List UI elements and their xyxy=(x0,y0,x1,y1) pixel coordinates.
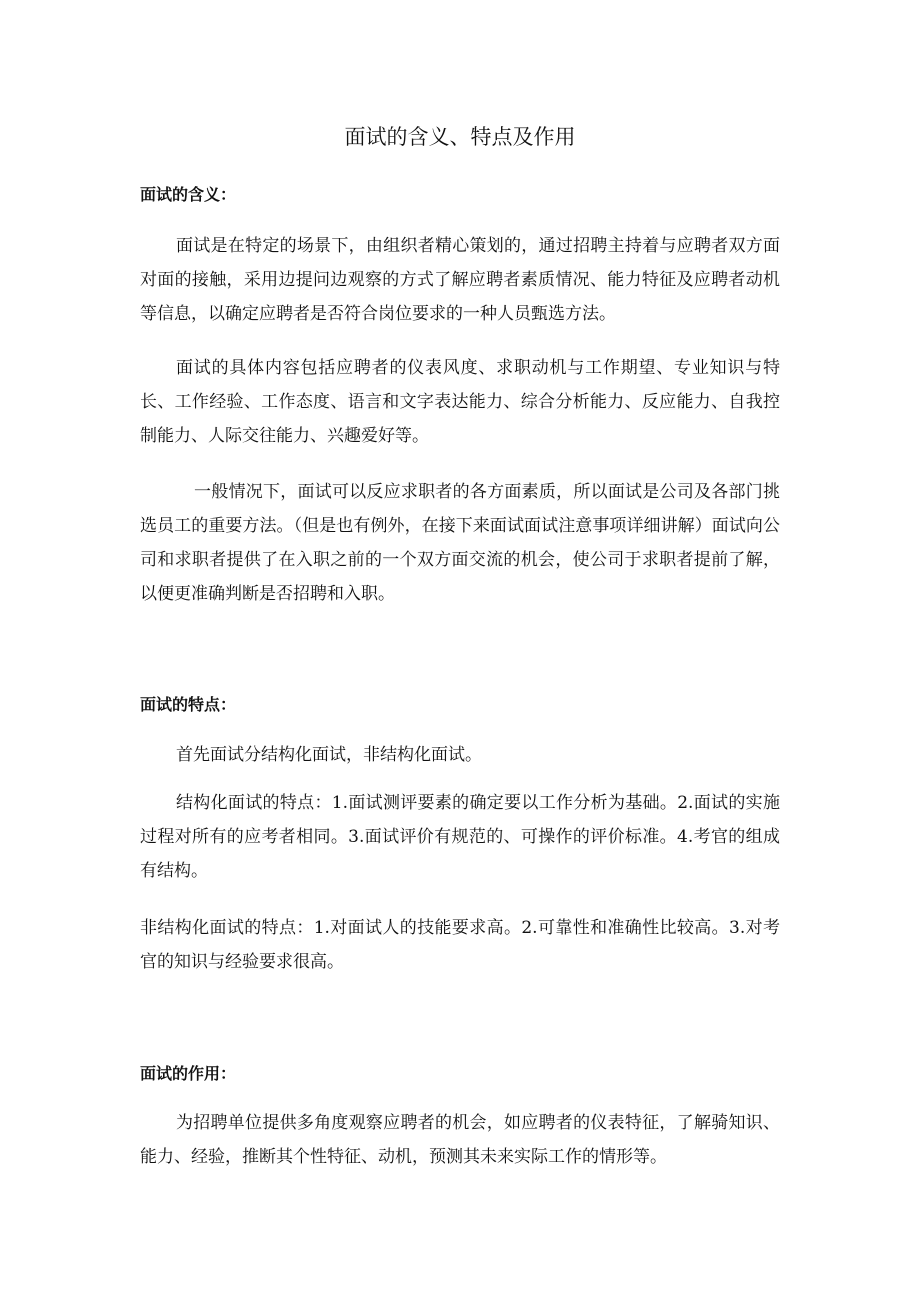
section-heading-meaning: 面试的含义： xyxy=(140,185,237,204)
paragraph-meaning-definition: 面试是在特定的场景下，由组织者精心策划的，通过招聘主持着与应聘者双方面对面的接触，采用边提问边观察的方式了解应聘者素质情况、能力特征及应聘者动机等信息，以确定应聘者是否符合岗位要求的一种人员甄选方法。 xyxy=(140,236,780,324)
section-heading-characteristics: 面试的特点： xyxy=(140,695,237,714)
document-title: 面试的含义、特点及作用 xyxy=(344,125,576,149)
paragraph-characteristics-types: 首先面试分结构化面试，非结构化面试。 xyxy=(176,745,482,765)
paragraph-meaning-content: 面试的具体内容包括应聘者的仪表风度、求职动机与工作期望、专业知识与特长、工作经验、工作态度、语言和文字表达能力、综合分析能力、反应能力、自我控制能力、人际交往能力、兴趣爱好等。 xyxy=(140,358,780,446)
paragraph-structured-interview: 结构化面试的特点：1.面试测评要素的确定要以工作分析为基础。2.面试的实施过程对所有的应考者相同。3.面试评价有规范的、可操作的评价标准。4.考官的组成有结构。 xyxy=(140,793,780,881)
section-heading-role: 面试的作用： xyxy=(140,1064,237,1083)
paragraph-meaning-general: 一般情况下，面试可以反应求职者的各方面素质，所以面试是公司及各部门挑选员工的重要方法。（但是也有例外，在接下来面试面试注意事项详细讲解）面试向公司和求职者提供了在入职之前的一个双方面交流的机会，使公司于求职者提前了解，以便更准确判断是否招聘和入职。 xyxy=(140,482,780,604)
paragraph-unstructured-interview: 非结构化面试的特点：1.对面试人的技能要求高。2.可靠性和准确性比较高。3.对考官的知识与经验要求很高。 xyxy=(140,918,780,972)
paragraph-role: 为招聘单位提供多角度观察应聘者的机会，如应聘者的仪表特征，了解骑知识、能力、经验，推断其个性特征、动机，预测其未来实际工作的情形等。 xyxy=(140,1113,780,1167)
